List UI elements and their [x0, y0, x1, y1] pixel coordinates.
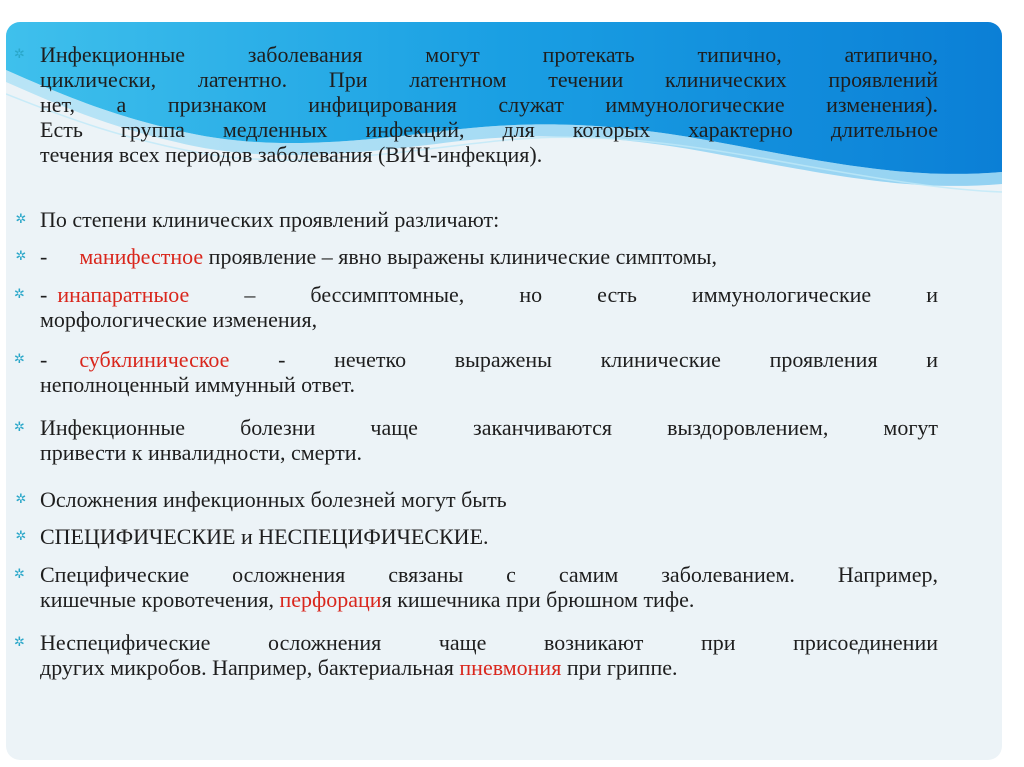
asterisk-icon: ✲ — [15, 529, 27, 544]
asterisk-icon: ✲ — [14, 287, 25, 302]
list-item: ✲ Осложнения инфекционных болезней могут быть — [15, 487, 507, 512]
asterisk-icon: ✲ — [15, 212, 27, 227]
list-item: ✲ - субклиническое - нечетко выражены клинические проявления и неполноценный иммунный ответ. — [14, 347, 938, 397]
list-item: ✲ - инапаратныое – бессимптомные, но есть иммунологические и морфологические изменения, — [14, 282, 938, 332]
highlighted-term: пневмония — [459, 655, 562, 680]
list-item: ✲ Инфекционные заболевания могут протекать типично, атипично, циклически, латентно. При латентном течении клинических проявлений нет, а признаком инфицирования служат иммунологические изменения). Есть группа медленных инфекций, для которых характерно длительное течения всех периодов заболевания (ВИЧ-инфекция). — [14, 42, 938, 167]
list-item: ✲ СПЕЦИФИЧЕСКИЕ и НЕСПЕЦИФИЧЕСКИЕ. — [15, 524, 489, 549]
asterisk-icon: ✲ — [14, 635, 25, 650]
list-item: ✲ - манифестное проявление – явно выражены клинические симптомы, — [15, 244, 717, 269]
list-item: ✲ Неспецифические осложнения чаще возникают при присоединении других микробов. Например, бактериальная пневмония при гриппе. — [14, 630, 938, 680]
highlighted-term: субклиническое — [79, 347, 230, 372]
list-item: ✲ Специфические осложнения связаны с самим заболеванием. Например, кишечные кровотечения, перфорация кишечника при брюшном тифе. — [14, 562, 938, 612]
list-item: ✲ Инфекционные болезни чаще заканчиваются выздоровлением, могут привести к инвалидности, смерти. — [14, 415, 938, 465]
slide-content — [6, 22, 1002, 760]
asterisk-icon: ✲ — [14, 47, 25, 62]
asterisk-icon: ✲ — [15, 492, 27, 507]
list-item: ✲ По степени клинических проявлений различают: — [15, 207, 500, 232]
asterisk-icon: ✲ — [14, 352, 25, 367]
asterisk-icon: ✲ — [14, 420, 25, 435]
highlighted-term: инапаратныое — [57, 282, 190, 307]
asterisk-icon: ✲ — [15, 249, 27, 264]
highlighted-term: манифестное — [79, 244, 204, 269]
asterisk-icon: ✲ — [14, 567, 25, 582]
highlighted-term: перфораци — [279, 587, 382, 612]
